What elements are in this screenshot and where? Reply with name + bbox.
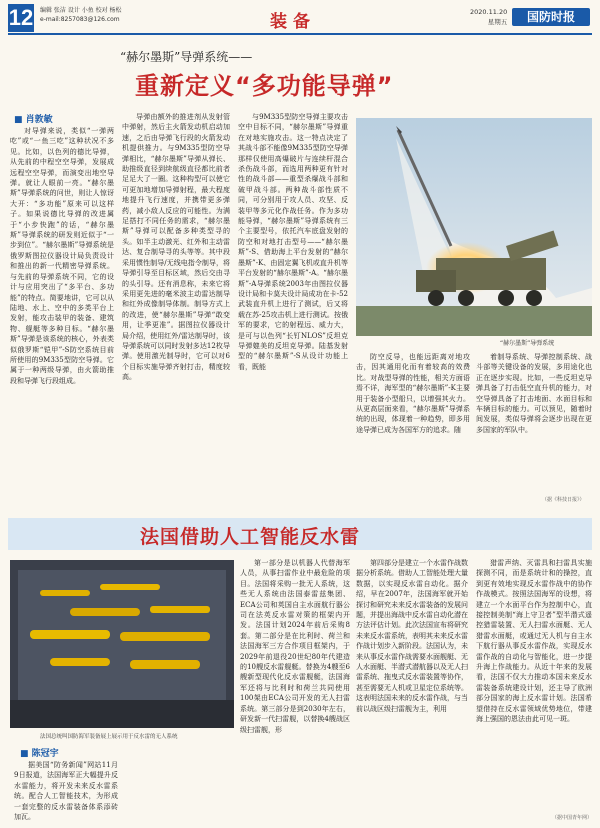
drones-photo-caption: 法国总统叫国防海军装备展上展示用于反水雷的无人系统 [40,734,178,740]
article1-column-1: 对导弹来说，类似“一弹两吃”或“一鱼三吃”这种状况不多见。比如，以色列的德比导弹，从先前的中程空空导弹，发展成远程空空导弹，而演变出地空导弹。就让人眼前一亮。“赫尔墨斯”导弹系统的问世，则让人惊讶大开：“多功能”原来可以这样子。如果说德比导弹的改进属于“小步快跑”的话，“赫尔墨斯”导弹系统的研发则近似于“一步到位”。“赫尔墨斯”导弹系统是俄罗斯图拉仪器设计局负责设计和推出的新一代精密导弹系统。与先前的导弹系统不同，它的设计与应用突出了“多平台、多功能”的特点。简要地讲，它可以从陆地、水上、空中的多类平台上发射，能攻击装甲的装备、建筑物、舰艇等多种目标。“赫尔墨斯”导弹是该系统的核心，外表类似俄罗斯“铠甲”-S防空系统目前所使用的9M335型防空导弹。它属于一种两级导弹，由火箭助推段和导弹飞行段组成。 [10,127,114,385]
missile-photo-caption: “赫尔墨斯”导弹系统 [500,340,555,347]
article1-column-3: 与9M335型防空导弹主要攻击空中目标不同，“赫尔墨斯”导弹重在对地实施攻击。这一特点决定了其战斗部不能像9M335型防空导弹那样仅使用高爆破片与连续杆混合杀伤战斗部，而选用两种更有针对性的战斗部——重型杀爆战斗部和破甲战斗部。两种战斗部性质不同，可分别用于攻人员、攻坚、反装甲等多元化作战任务。作为多功能导弹，“赫尔墨斯”导弹系统有三个主要型号，依托汽车底盘发射的防空和对地打击型号——“赫尔墨斯”-S、借助海上平台发射的“赫尔墨斯”-K、由固定翼飞机或直升机等平台发射的“赫尔墨斯”-A。“赫尔墨斯”-A导弹系统2003年由图拉仪器设计局和卡莫夫设计局成功在卡-52武装直升机上进行了测试，后又将载在苏-25攻击机上进行测试。按俄军的要求，它的射程远、威力大，是可与以色列“长钉NLOS”反坦克导弹媲美的反坦克导弹。陆基发射型的“赫尔墨斯”-S从设计功能上看，既能 [238,113,348,371]
staff-email: e-mail:8257083@126.com [40,16,120,23]
issue-date: 2020.11.20 [470,8,508,16]
article2-column-4: 猎雷声纳、灭雷具和扫雷具实施探测不同，而是系统计和的操控，直到更有效地实现反水雷作战中的协作作战模式。按照法国海军的设想，将建立一个水面平台作为控制中心，直接控制美制“海上守卫者”型半潜式遥控猎雷装置、无人扫雷水面艇、无人猎雷水面艇，或通过无人机与自主水下航行器从事反水雷作战，实现反水雷作战的自动化与智能化，进一步提升海上作战能力。从近十年来的发展看，法国不仅大力推动本国未来反水雷装备系统建设计划，还主导了欧洲部分国家的海上反水雷计划。法国希望借持在反水雷领域优势地位，带建海上强国的恩法由此可见一斑。 [476,559,592,724]
article1-column-2: 导弹由额外的推进剂从发射管中弹射，然后主火箭发动机启动加速，之后由导弹飞行段的火箭发动机提供推力。与9M335型防空导弹相比，“赫尔墨斯”导弹从弹长、助推级直径到续航级直径都比前者足足大了一圈。这种构型可以使它可更加地增加导弹射程，最大程度地提升飞行速度，并携带更多弹药，减小敌人反应的可能性。为满足搭打不同任务的需求，“赫尔墨斯”导弹可以配备多种类型寻的头。如半主动激光、红外和主动雷达、复合制导寻的头等等。其中段采用惯性制导/无线电指令制导，将导弹引导至目标区域，然后交由寻的头引导。还有消息称，未来它将采用更先进的毫米波主动雷达制导和红外成像制导体制。制导方式上的改进，使“赫尔墨斯”导弹“敢变用，让季更准”。据图拉仪器设计局介绍，使用红外/雷达制导时，该导弹系统可以同时发射多达12枚导弹。使用激光制导时，它可以对6个目标实施导弹齐射打击，精度较高。 [122,113,230,382]
article2-intro: 据美国“防务新闻”网站11月9日报道，法国海军正大幅提升反水雷能力，将开发未来反水雷系统。配合人工智能技术，为形成一套完整的反水雷装备体系添砖加瓦。 [14,761,118,822]
staff-credits [40,6,122,24]
article2-source: （据中国青年网） [552,815,593,821]
article2-column-3: 第四部分是建立一个水雷作战数据分析系统。借助人工智能处理大量数据，以实现反水雷自动化。据介绍，早在2007年，法国海军就开始探讨和研究未来反水雷装备的发展问题，并提出海战中反水雷自动化潜在方法评估计划。此次法国宣布将研究未来反水雷系统，表明其未来反水雷作战计划步入新阶段。法国认为，未来从事反水雷作战需要水面舰艇、无人水面艇、半潜式潜航器以及无人扫雷系统、拖曳式反水雷装置等协作，甚至需要无人机或卫星定位系统等。这表明法国未来的反水雷作战，与当前以战区级扫雷舰为主，利用 [356,559,468,713]
article1-column-5: 着制导系统、导弹控制系统、战斗部等关键设备的发展，多用途化也正在逐步实现。比如，一些反坦克导弹具备了打击低空直升机的能力，对空导弹具备了打击地面、水面目标和车辆目标的能力。可以预见，随着时间发展，类似导弹将会逐步出现在更多国家的军队中。 [476,353,592,434]
article1-column-4: 防空反导，也能远距离对地攻击，因其通用化而有着较高的效费比。对战型导弹的性能，相关方面语焉不详，海军型的“赫尔墨斯”-K主要用于装备小型船只，以增强其火力。从更高层面来看，“赫尔墨斯”导弹系统的出现，体现着一种趋势，即多用途导弹已成为各国军方的追求。随 [356,353,470,434]
article2-author: 陈冠宇 [31,749,59,759]
section-title: 装备 [270,12,316,32]
article1-byline [14,112,53,125]
article1-kicker: “赫尔墨斯”导弹系统—— [120,50,253,64]
issue-weekday: 星期五 [487,18,508,26]
article1-headline: 重新定义“多功能导弹” [135,72,394,100]
drones-display-photo [10,560,234,728]
header-rule [8,33,592,35]
author-icon: ■ [20,749,29,759]
article1-source: （据《科技日报》） [542,497,585,503]
author-icon: ■ [14,115,23,125]
article2-headline: 法国借助人工智能反水雷 [140,526,361,548]
article1-author: 肖敦敏 [25,115,53,125]
missile-launch-photo [356,118,592,336]
staff-names: 编辑 张洁 设计 小鱼 校对 杨松 [40,7,122,14]
newspaper-logo: 国防时报 [512,8,590,26]
issue-date-block [470,7,507,27]
page-number: 12 [8,5,34,30]
article2-byline [20,746,59,759]
article2-column-2: 第一部分是以机器人代替海军人员，从事扫雷作业中最危险的项目。法国将采购一批无人系统，这些无人系统由法国泰雷兹集团、ECA公司和英国自主水面航行器公司在法英反水雷对策的框架内开发。法国计划2024年前后采购8套。第二部分是在比利时、荷兰和法国海军三方合作项目框架内，于2029年前退役20世纪80年代建造的10艘反水雷舰艇。替换为4艘至6艘新型现代化反水雷舰艇，法国海军还将与比利时和荷兰共同使用100架由ECA公司开发的无人扫雷系统。第三部分是到2030年左右，研发新一代扫雷舰，以替换4艘战区级扫雷舰，形 [240,559,350,734]
